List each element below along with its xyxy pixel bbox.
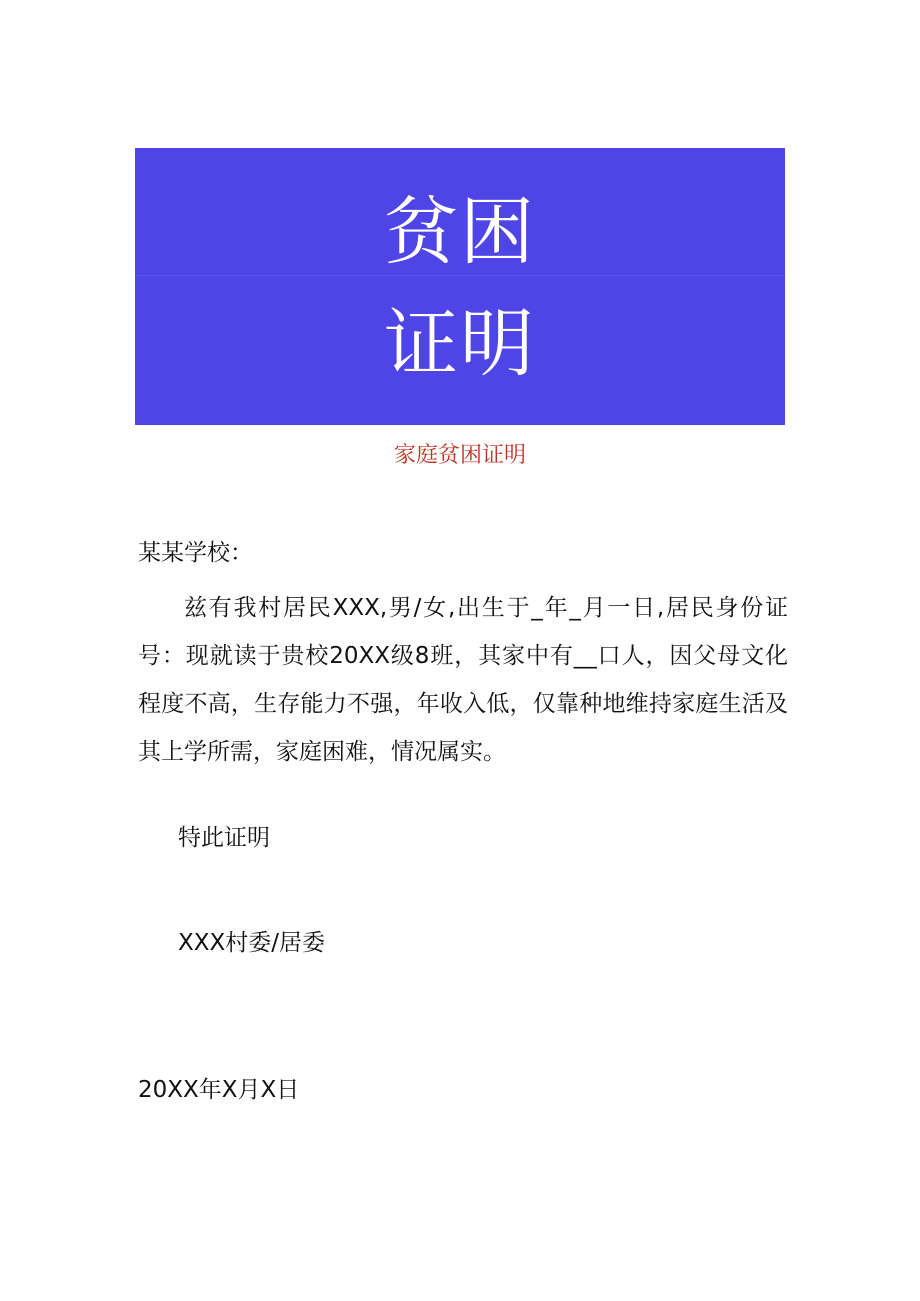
cover-title-line-2: 证明 <box>384 301 536 387</box>
banner-divider <box>135 275 785 276</box>
cover-title-line-1: 贫困 <box>384 189 536 275</box>
document-title: 家庭贫困证明 <box>393 443 526 468</box>
closing-text: 特此证明 <box>178 825 270 851</box>
issuer-signature: XXX村委/居委 <box>178 930 326 956</box>
issue-date: 20XX年X月X日 <box>138 1077 300 1103</box>
body-paragraph: 兹有我村居民XXX,男/女,出生于_年_月一日,居民身份证号：现就读于贵校20XX级8班，其家中有__口人，因父母文化程度不高，生存能力不强，年收入低，仅靠种地维持家庭生活及其上学所需，家庭困难，情况属实。 <box>138 595 788 765</box>
salutation: 某某学校： <box>138 540 253 566</box>
cover-banner <box>135 148 785 425</box>
